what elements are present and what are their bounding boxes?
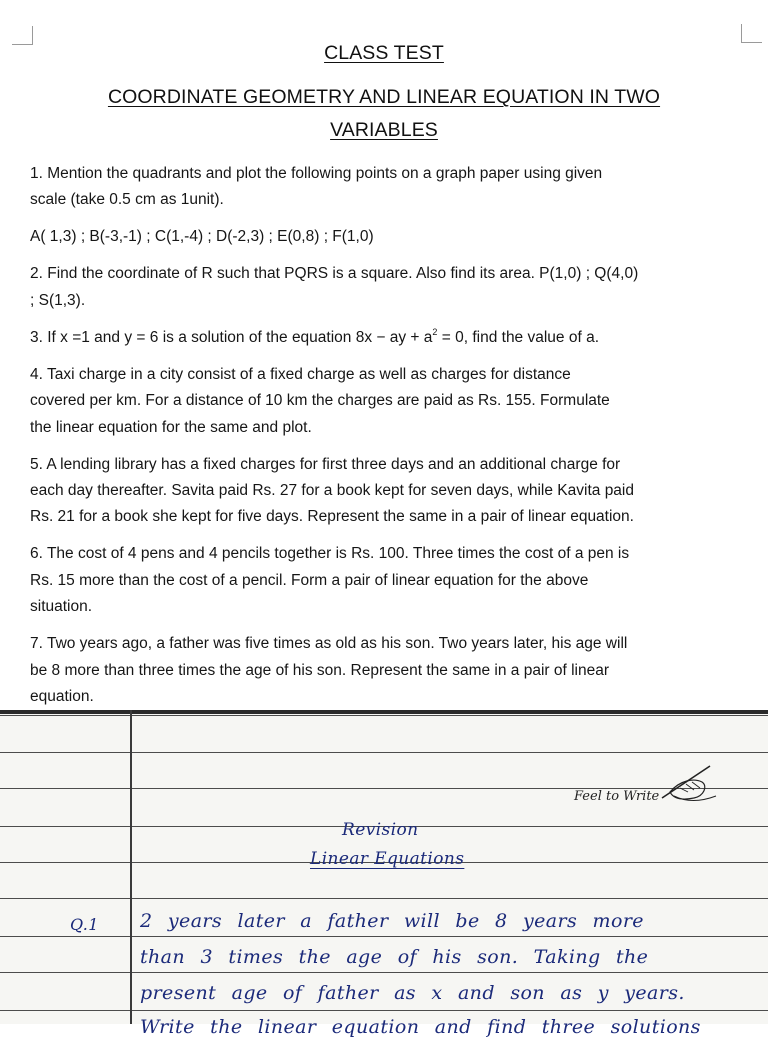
- handwritten-question-number: Q.1: [70, 915, 99, 934]
- question-line: scale (take 0.5 cm as 1unit).: [30, 191, 224, 209]
- ruled-line: [0, 752, 768, 753]
- question-line: the linear equation for the same and plot.: [30, 418, 312, 436]
- exponent: 2: [432, 326, 438, 337]
- svg-text:Feel to Write: Feel to Write: [574, 789, 660, 804]
- question-line: be 8 more than three times the age of his son. Represent the same in a pair of linear: [30, 661, 609, 679]
- question-text: = 0, find the value of a.: [437, 328, 600, 346]
- page-title: CLASS TEST: [324, 42, 444, 64]
- question-line: 7. Two years ago, a father was five times as old as his son. Two years later, his age will: [30, 635, 628, 653]
- question-item: [30, 261, 758, 314]
- question-line: covered per km. For a distance of 10 km the charges are paid as Rs. 155. Formulate: [30, 392, 610, 410]
- page-subtitle-line-1: COORDINATE GEOMETRY AND LINEAR EQUATION IN TWO: [107, 86, 661, 108]
- ruled-line: [0, 936, 768, 937]
- question-line: Rs. 15 more than the cost of a pencil. Form a pair of linear equation for the above: [30, 571, 589, 589]
- page-subtitle-line-2: VARIABLES: [330, 119, 438, 141]
- question-line: Rs. 21 for a book she kept for five days. Represent the same in a pair of linear equation.: [30, 508, 634, 526]
- ruled-line: [0, 972, 768, 973]
- question-item: [30, 541, 758, 620]
- question-item: [30, 224, 758, 250]
- question-item: [30, 325, 758, 351]
- question-line: 2. Find the coordinate of R such that PQRS is a square. Also find its area. P(1,0) ; Q(4,0): [30, 265, 639, 283]
- ruled-line: [0, 898, 768, 899]
- notebook-photo: [0, 710, 768, 1038]
- question-list: [30, 161, 758, 721]
- handwritten-subheading: Linear Equations: [310, 849, 465, 869]
- question-item: [30, 631, 758, 710]
- handwritten-heading: Revision: [342, 820, 419, 840]
- question-line: 4. Taxi charge in a city consist of a fixed charge as well as charges for distance: [30, 365, 571, 383]
- question-line: situation.: [30, 598, 93, 616]
- ruled-line: [0, 715, 768, 716]
- handwritten-line: than 3 times the age of his son. Taking the: [140, 946, 649, 968]
- question-line: each day thereafter. Savita paid Rs. 27 for a book kept for seven days, while Kavita paid: [30, 482, 634, 500]
- question-line: 5. A lending library has a fixed charges for first three days and an additional charge for: [30, 455, 621, 473]
- handwritten-line: 2 years later a father will be 8 years more: [140, 910, 644, 932]
- question-line: A( 1,3) ; B(-3,-1) ; C(1,-4) ; D(-2,3) ; E(0,8) ; F(1,0): [30, 228, 374, 246]
- question-line: equation.: [30, 688, 94, 706]
- question-line: ; S(1,3).: [30, 291, 86, 309]
- question-item: [30, 452, 758, 531]
- feel-to-write-logo: [570, 762, 720, 810]
- notebook-top-edge: [0, 710, 768, 714]
- crop-mark-top-right: [741, 24, 762, 43]
- ruled-line: [0, 1010, 768, 1011]
- notebook-margin-line: [130, 710, 132, 1024]
- handwritten-line: present age of father as x and son as y years.: [140, 982, 685, 1004]
- question-item: [30, 362, 758, 441]
- question-line: 6. The cost of 4 pens and 4 pencils together is Rs. 100. Three times the cost of a pen is: [30, 545, 630, 563]
- question-item: [30, 161, 758, 214]
- question-text: 3. If x =1 and y = 6 is a solution of the equation 8x − ay + a: [30, 328, 433, 346]
- handwritten-line: Write the linear equation and find three solutions: [140, 1016, 701, 1038]
- question-line: 1. Mention the quadrants and plot the following points on a graph paper using given: [30, 165, 603, 182]
- question-line: [30, 325, 758, 351]
